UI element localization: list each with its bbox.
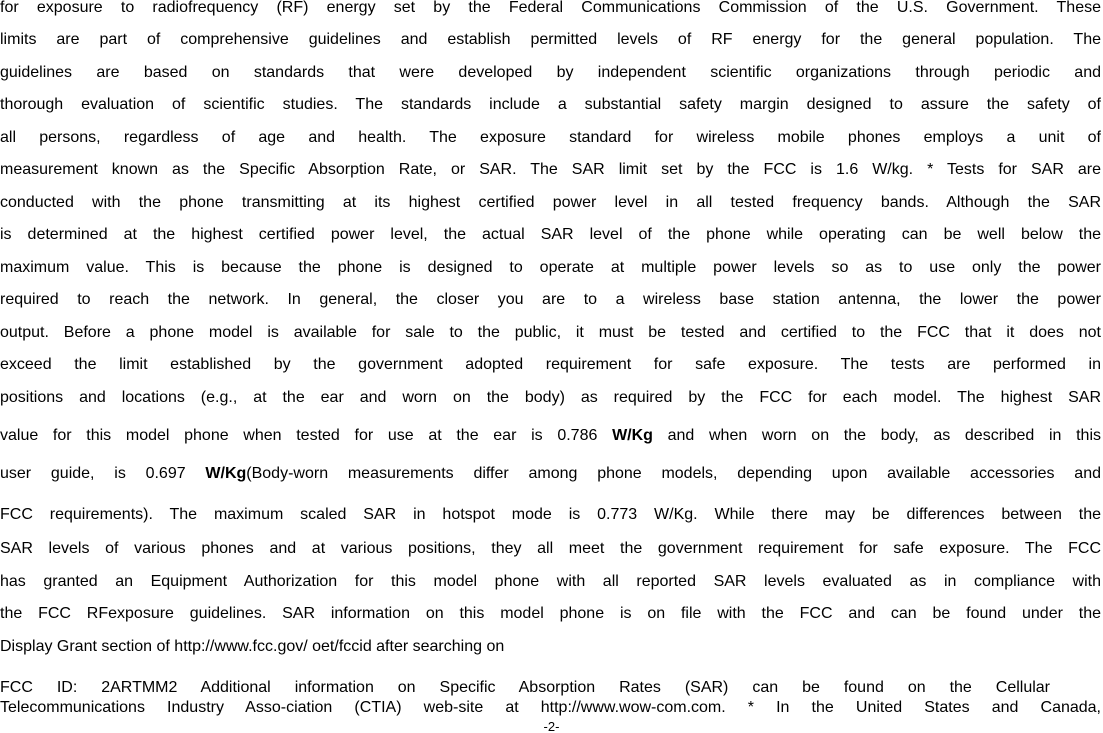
text-line-16: FCC requirements). The maximum scaled SAR in hotspot mode is 0.773 W/Kg. While there may be differences between the	[0, 506, 1101, 523]
text-line-12: exceed the limit established by the government adopted requirement for safe exposure. The tests are performed in	[0, 356, 1101, 373]
text-line-19: the FCC RFexposure guidelines. SAR information on this model phone is on file with the FCC and can be found under the	[0, 605, 1101, 622]
unit-bold-ear: W/Kg	[612, 427, 653, 444]
text-line-10: required to reach the network. In general, the closer you are to a wireless base station antenna, the lower the power	[0, 291, 1101, 308]
text-line-18: has granted an Equipment Authorization for this model phone with all reported SAR levels evaluated as in compliance with	[0, 573, 1101, 590]
text-line-6: measurement known as the Specific Absorption Rate, or SAR. The SAR limit set by the FCC is 1.6 W/kg. * Tests for SAR are	[0, 161, 1101, 178]
text-line-15-start: user guide, is 0.697	[0, 465, 206, 482]
text-line-15	[0, 464, 1101, 484]
text-line-15-end: (Body-worn measurements differ among phone models, depending upon available accessories and	[246, 465, 1102, 482]
text-line-14	[0, 426, 1101, 446]
text-line-13: positions and locations (e.g., at the ear and worn on the body) as required by the FCC for each model. The highest SAR	[0, 389, 1101, 406]
text-line-20: Display Grant section of http://www.fcc.gov/ oet/fccid after searching on	[0, 638, 505, 655]
text-line-7: conducted with the phone transmitting at its highest certified power level in all tested frequency bands. Although the SAR	[0, 194, 1101, 211]
text-line-11: output. Before a phone model is available for sale to the public, it must be tested and certified to the FCC that it does not	[0, 324, 1101, 341]
text-line-22: Telecommunications Industry Asso-ciation (CTIA) web-site at http://www.wow-com.com. * In the United States and Canada,	[0, 699, 1101, 716]
text-line-1: for exposure to radiofrequency (RF) energy set by the Federal Communications Commission of the U.S. Government. These	[0, 0, 1101, 16]
unit-bold-body: W/Kg	[205, 465, 247, 482]
text-line-21: FCC ID: 2ARTMM2 Additional information on Specific Absorption Rates (SAR) can be found on the Cellular	[0, 679, 1050, 696]
text-line-2: limits are part of comprehensive guidelines and establish permitted levels of RF energy for the general population. The	[0, 31, 1101, 48]
page-number: -2-	[543, 719, 560, 733]
text-line-14-end: and when worn on the body, as described in this	[652, 427, 1102, 444]
text-line-17: SAR levels of various phones and at various positions, they all meet the government requirement for safe exposure. The FCC	[0, 540, 1101, 557]
text-line-5: all persons, regardless of age and health. The exposure standard for wireless mobile phones employs a unit of	[0, 129, 1101, 146]
text-line-14-start: value for this model phone when tested for use at the ear is 0.786	[0, 427, 613, 444]
text-line-3: guidelines are based on standards that were developed by independent scientific organizations through periodic and	[0, 64, 1101, 81]
text-line-8: is determined at the highest certified power level, the actual SAR level of the phone while operating can be well below the	[0, 226, 1101, 243]
text-line-9: maximum value. This is because the phone is designed to operate at multiple power levels so as to use only the power	[0, 259, 1101, 276]
text-line-4: thorough evaluation of scientific studies. The standards include a substantial safety margin designed to assure the safety of	[0, 96, 1101, 113]
